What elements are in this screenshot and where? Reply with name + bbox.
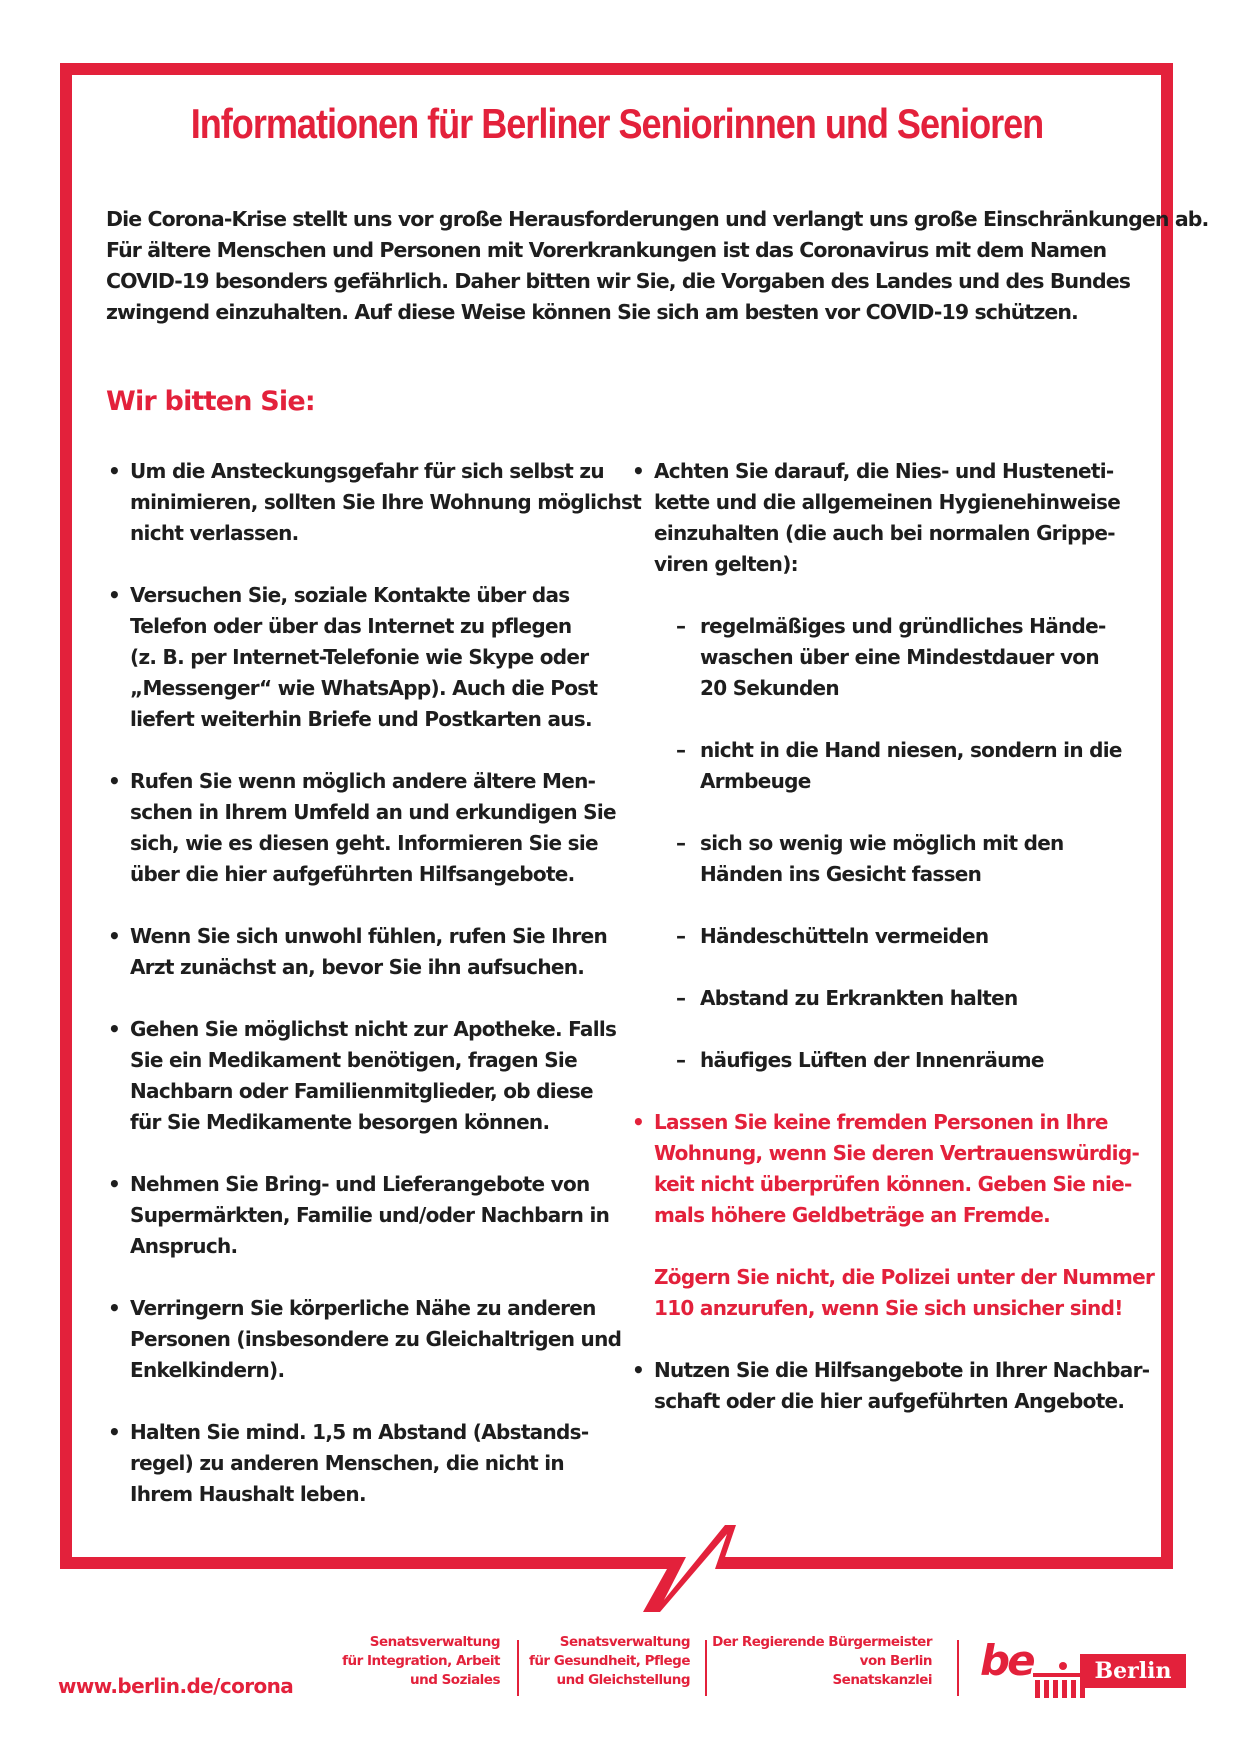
page-title: Informationen für Berliner Seniorinnen und Senioren	[190, 100, 1044, 147]
text-line: 20 Sekunden	[700, 676, 839, 700]
text-line: schaft oder die hier aufgeführten Angebote.	[654, 1389, 1125, 1413]
logo-be-text: be	[980, 1636, 1033, 1685]
list-item	[106, 580, 626, 735]
text-line: Sie ein Medikament benötigen, fragen Sie	[130, 1048, 577, 1072]
hygiene-subitem	[630, 735, 1150, 797]
department-line: Der Regierende Bürgermeister	[712, 1634, 932, 1650]
text-line: Anspruch.	[130, 1234, 238, 1258]
department-line: Senatsverwaltung	[559, 1634, 690, 1650]
intro-line: zwingend einzuhalten. Auf diese Weise können Sie sich am besten vor COVID-19 schützen.	[106, 300, 1078, 324]
text-line: häufiges Lüften der Innenräume	[700, 1048, 1044, 1072]
text-line: Telefon oder über das Internet zu pflegen	[130, 614, 572, 638]
footer-divider	[957, 1640, 959, 1696]
logo-berlin-box: Berlin	[1080, 1654, 1186, 1688]
intro-line: Für ältere Menschen und Personen mit Vorerkrankungen ist das Coronavirus mit dem Namen	[106, 238, 1107, 262]
list-item	[106, 456, 642, 549]
list-item	[106, 1293, 626, 1386]
department-line: Senatsverwaltung	[369, 1634, 500, 1650]
hygiene-subitem	[630, 828, 1150, 890]
bullet-icon: •	[108, 459, 121, 483]
police-notice	[654, 1262, 1155, 1324]
text-line: sich so wenig wie möglich mit den	[700, 831, 1064, 855]
text-line: Zögern Sie nicht, die Polizei unter der Nummer	[654, 1265, 1155, 1289]
text-line: kette und die allgemeinen Hygienehinweise	[654, 490, 1121, 514]
text-line: über die hier aufgeführten Hilfsangebote.	[130, 862, 575, 886]
bullet-icon: •	[108, 1296, 121, 1320]
list-item	[106, 921, 626, 983]
hygiene-sublist	[630, 611, 1150, 1076]
text-line: liefert weiterhin Briefe und Postkarten aus.	[130, 707, 592, 731]
text-line: schen in Ihrem Umfeld an und erkundigen Sie	[130, 800, 616, 824]
hygiene-subitem	[630, 921, 1150, 952]
department-chancellery	[700, 1633, 932, 1690]
text-line: Personen (insbesondere zu Gleichaltrigen und	[130, 1327, 622, 1351]
footer-divider	[517, 1640, 519, 1696]
list-item	[106, 1417, 626, 1510]
department-integration	[330, 1633, 500, 1690]
lightning-bolt-icon	[638, 1525, 736, 1612]
text-line: Armbeuge	[700, 769, 811, 793]
bullet-icon: •	[108, 769, 121, 793]
section-heading: Wir bitten Sie:	[106, 386, 315, 417]
hygiene-subitem	[630, 611, 1150, 704]
list-item-neighbourhood-help	[630, 1355, 1150, 1417]
text-line: Händeschütteln vermeiden	[700, 924, 989, 948]
text-line: Achten Sie darauf, die Nies- und Husteneti-	[654, 459, 1114, 483]
text-line: Nutzen Sie die Hilfsangebote in Ihrer Nachbar-	[654, 1358, 1150, 1382]
text-line: Abstand zu Erkrankten halten	[700, 986, 1018, 1010]
list-item-warning	[630, 1107, 1155, 1324]
bullet-icon: •	[108, 1172, 121, 1196]
text-line: Nachbarn oder Familienmitglieder, ob diese	[130, 1079, 593, 1103]
department-line: für Integration, Arbeit	[342, 1653, 500, 1669]
intro-line: COVID-19 besonders gefährlich. Daher bitten wir Sie, die Vorgaben des Landes und des Bundes	[106, 269, 1131, 293]
list-item-hygiene	[630, 456, 1150, 580]
text-line: (z. B. per Internet-Telefonie wie Skype oder	[130, 645, 589, 669]
list-item	[106, 1169, 626, 1262]
bullet-icon: •	[108, 583, 121, 607]
text-line: Wohnung, wenn Sie deren Vertrauenswürdig-	[654, 1141, 1140, 1165]
dash-icon: –	[676, 614, 686, 638]
intro-line: Die Corona-Krise stellt uns vor große Herausforderungen und verlangt uns große Einschränkungen ab.	[106, 207, 1209, 231]
department-line: von Berlin	[859, 1653, 932, 1669]
dash-icon: –	[676, 738, 686, 762]
dash-icon: –	[676, 986, 686, 1010]
department-line: Senatskanzlei	[832, 1672, 932, 1688]
text-line: Händen ins Gesicht fassen	[700, 862, 982, 886]
hygiene-subitem	[630, 1045, 1150, 1076]
text-line: minimieren, sollten Sie Ihre Wohnung möglichst	[130, 490, 642, 514]
text-line: viren gelten):	[654, 552, 798, 576]
dash-icon: –	[676, 831, 686, 855]
bullet-icon: •	[632, 1110, 645, 1134]
text-line: sich, wie es diesen geht. Informieren Sie sie	[130, 831, 598, 855]
text-line: Um die Ansteckungsgefahr für sich selbst zu	[130, 459, 604, 483]
text-line: nicht in die Hand niesen, sondern in die	[700, 738, 1122, 762]
text-line: Versuchen Sie, soziale Kontakte über das	[130, 583, 570, 607]
list-item	[106, 766, 626, 890]
bullet-icon: •	[632, 459, 645, 483]
department-health	[520, 1633, 690, 1690]
text-line: keit nicht überprüfen können. Geben Sie nie-	[654, 1172, 1132, 1196]
left-column-list	[106, 456, 642, 1541]
text-line: Rufen Sie wenn möglich andere ältere Men-	[130, 769, 596, 793]
text-line: „Messenger“ wie WhatsApp). Auch die Post	[130, 676, 598, 700]
hygiene-subitem	[630, 983, 1150, 1014]
bullet-icon: •	[108, 924, 121, 948]
text-line: Enkelkindern).	[130, 1358, 285, 1382]
intro-paragraph	[106, 204, 1209, 328]
text-line: Halten Sie mind. 1,5 m Abstand (Abstands-	[130, 1420, 589, 1444]
department-line: und Gleichstellung	[556, 1672, 690, 1688]
department-line: für Gesundheit, Pflege	[528, 1653, 690, 1669]
text-line: mals höhere Geldbeträge an Fremde.	[654, 1203, 1051, 1227]
text-line: regelmäßiges und gründliches Hände-	[700, 614, 1106, 638]
text-line: Verringern Sie körperliche Nähe zu anderen	[130, 1296, 596, 1320]
text-line: Ihrem Haushalt leben.	[130, 1482, 366, 1506]
text-line: 110 anzurufen, wenn Sie sich unsicher sind!	[654, 1296, 1123, 1320]
bullet-icon: •	[108, 1420, 121, 1444]
website-link[interactable]: www.berlin.de/corona	[58, 1674, 294, 1698]
bullet-icon: •	[632, 1358, 645, 1382]
department-line: und Soziales	[410, 1672, 500, 1688]
right-column-list	[630, 456, 1155, 1448]
brandenburg-gate-icon	[1033, 1660, 1085, 1698]
text-line: Gehen Sie möglichst nicht zur Apotheke. Falls	[130, 1017, 617, 1041]
list-item	[106, 1014, 626, 1138]
text-line: Nehmen Sie Bring- und Lieferangebote von	[130, 1172, 590, 1196]
text-line: Supermärkten, Familie und/oder Nachbarn in	[130, 1203, 610, 1227]
text-line: Wenn Sie sich unwohl fühlen, rufen Sie Ihren	[130, 924, 608, 948]
dash-icon: –	[676, 1048, 686, 1072]
text-line: regel) zu anderen Menschen, die nicht in	[130, 1451, 564, 1475]
text-line: Lassen Sie keine fremden Personen in Ihre	[654, 1110, 1108, 1134]
text-line: nicht verlassen.	[130, 521, 299, 545]
dash-icon: –	[676, 924, 686, 948]
text-line: Arzt zunächst an, bevor Sie ihn aufsuchen.	[130, 955, 585, 979]
bullet-icon: •	[108, 1017, 121, 1041]
text-line: einzuhalten (die auch bei normalen Grippe-	[654, 521, 1115, 545]
text-line: waschen über eine Mindestdauer von	[700, 645, 1099, 669]
text-line: für Sie Medikamente besorgen können.	[130, 1110, 550, 1134]
